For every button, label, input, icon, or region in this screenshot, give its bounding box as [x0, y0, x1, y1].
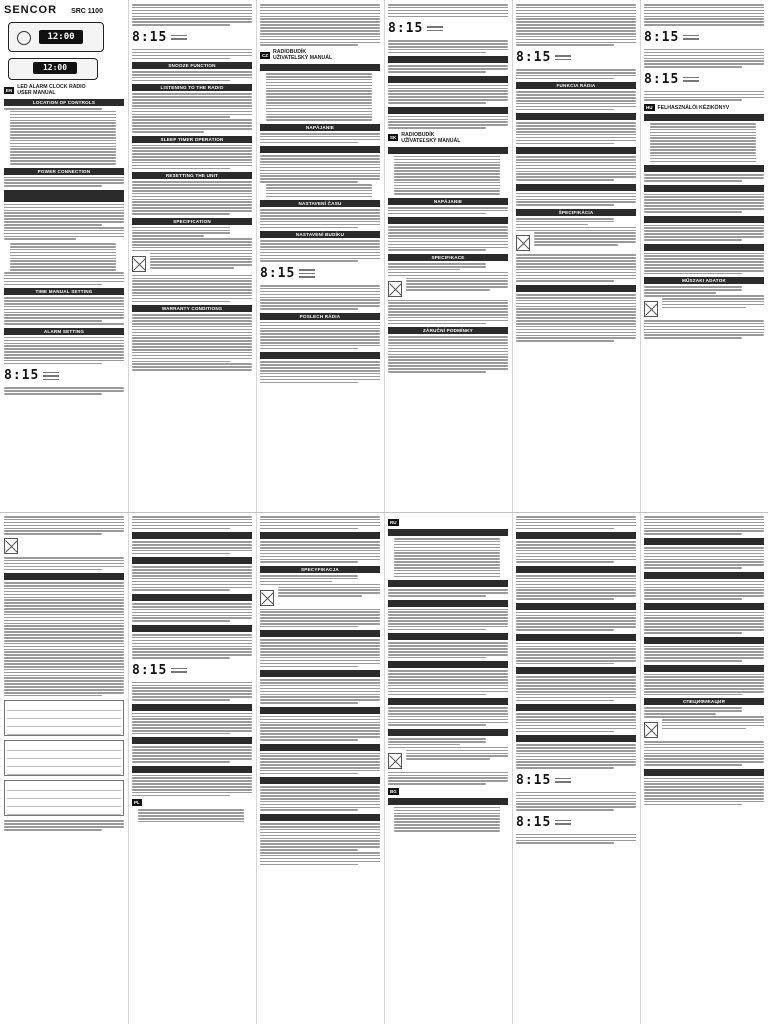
- section-heading: [516, 603, 636, 610]
- language-code: PL: [134, 800, 140, 806]
- column-4-top: [388, 4, 508, 510]
- language-code: BG: [390, 788, 397, 794]
- lcd-digits: 8:15: [516, 814, 552, 830]
- section-heading: [516, 634, 636, 641]
- section-heading: [644, 603, 764, 610]
- section-heading: NAPÁJANIE: [260, 124, 380, 131]
- language-header: [4, 84, 124, 96]
- section-heading: [644, 185, 764, 192]
- section-heading: [388, 76, 508, 83]
- section-heading: [388, 600, 508, 607]
- section-heading: [260, 744, 380, 751]
- section-heading: [516, 184, 636, 191]
- section-heading: MŰSZAKI ADATOK: [644, 277, 764, 284]
- column-3-top: [260, 4, 380, 510]
- weee-bin-icon: [260, 590, 274, 606]
- section-heading: [260, 707, 380, 714]
- section-heading: [388, 798, 508, 805]
- section-heading: [132, 766, 252, 773]
- section-heading: NASTAVENÍ BUDÍKU: [260, 231, 380, 238]
- clock-radio-top-view: [8, 58, 98, 80]
- section-heading: [132, 557, 252, 564]
- section-heading: [388, 529, 508, 536]
- section-heading: [644, 637, 764, 644]
- clock-display: 12:00: [39, 30, 83, 44]
- section-heading: [516, 285, 636, 292]
- section-heading: [644, 538, 764, 545]
- section-heading: NASTAVENÍ ČASU: [260, 200, 380, 207]
- model-number: SRC 1100: [71, 8, 103, 15]
- section-heading: SPECIFICATION: [132, 218, 252, 225]
- warranty-form: [4, 700, 124, 736]
- section-heading: NAPÁJANIE: [388, 198, 508, 205]
- alarm-lcd-figure: [516, 815, 636, 830]
- language-code: RU: [390, 520, 397, 525]
- section-heading: [516, 735, 636, 742]
- language-code: CZ: [262, 52, 268, 58]
- weee-bin-icon: [132, 256, 146, 272]
- section-heading: [260, 630, 380, 637]
- section-heading: [644, 216, 764, 223]
- weee-bin-icon: [516, 235, 530, 251]
- lcd-digits: 8:15: [644, 71, 680, 87]
- section-heading: ŠPECIFIKÁCIA: [516, 209, 636, 216]
- weee-bin-icon: [4, 538, 18, 554]
- section-heading: СПЕЦИФИКАЦИЯ: [644, 698, 764, 705]
- section-heading: ALARM SETTING: [4, 328, 124, 335]
- section-heading: SLEEP TIMER OPERATION: [132, 136, 252, 143]
- section-heading: [132, 594, 252, 601]
- clock-display: 12:00: [33, 62, 77, 74]
- fold-line: [0, 512, 768, 513]
- alarm-lcd-figure: [132, 663, 252, 678]
- section-heading: [260, 64, 380, 71]
- manual-title: USER MANUAL: [17, 90, 56, 96]
- section-heading: [644, 165, 764, 172]
- section-heading: [132, 625, 252, 632]
- alarm-lcd-figure: [132, 30, 252, 45]
- language-code: SK: [390, 135, 397, 141]
- section-heading: RESETTING THE UNIT: [132, 172, 252, 179]
- section-heading: TIME MANUAL SETTING: [4, 288, 124, 295]
- lcd-digits: 8:15: [516, 50, 552, 66]
- product-title: RADIOBUDÍK: [273, 49, 307, 56]
- section-heading: [388, 580, 508, 587]
- section-heading: ZÁRUČNÍ PODMÍNKY: [388, 327, 508, 334]
- section-heading: WARRANTY CONDITIONS: [132, 305, 252, 312]
- section-heading: SNOOZE FUNCTION: [132, 62, 252, 69]
- speaker-grille: [17, 31, 31, 45]
- language-code: EN: [6, 87, 13, 93]
- language-header: [132, 799, 252, 806]
- language-header: [388, 132, 508, 144]
- lcd-digits: 8:15: [260, 266, 296, 281]
- section-heading: [260, 146, 380, 153]
- column-2-top: [132, 4, 252, 510]
- section-heading: POSLECH RÁDIA: [260, 313, 380, 320]
- section-heading: [388, 147, 508, 154]
- section-heading: [132, 704, 252, 711]
- warranty-form: [4, 740, 124, 776]
- alarm-lcd-figure: [644, 30, 764, 45]
- lcd-digits: 8:15: [516, 772, 552, 788]
- section-heading: [388, 729, 508, 736]
- language-header: [388, 519, 508, 526]
- section-heading: LOCATION OF CONTROLS: [4, 99, 124, 106]
- section-heading: [388, 107, 508, 114]
- language-header: [644, 104, 764, 111]
- weee-bin-icon: [644, 301, 658, 317]
- section-heading: [260, 777, 380, 784]
- section-heading: [388, 217, 508, 224]
- lcd-digits: 8:15: [4, 368, 40, 384]
- section-heading: [644, 665, 764, 672]
- section-heading: [132, 737, 252, 744]
- weee-bin-icon: [388, 281, 402, 297]
- section-heading: [260, 670, 380, 677]
- column-6-bottom: [644, 516, 764, 1020]
- section-heading: [516, 566, 636, 573]
- alarm-lcd-figure: [260, 266, 380, 281]
- column-3-bottom: [260, 516, 380, 1020]
- section-heading: [4, 190, 124, 202]
- manual-title: FELHASZNÁLÓI KÉZIKÖNYV: [657, 104, 730, 111]
- section-heading: [4, 573, 124, 580]
- lcd-digits: 8:15: [388, 21, 424, 37]
- lcd-digits: 8:15: [132, 29, 168, 45]
- product-title: RADIOBUDÍK: [401, 131, 435, 138]
- alarm-lcd-figure: [516, 50, 636, 65]
- column-5-top: [516, 4, 636, 510]
- column-4-bottom: [388, 516, 508, 1020]
- section-heading: [388, 56, 508, 63]
- section-heading: [388, 633, 508, 640]
- section-heading: [132, 532, 252, 539]
- section-heading: [516, 532, 636, 539]
- section-heading: LISTENING TO THE RADIO: [132, 84, 252, 91]
- brand-logo: SENCOR: [4, 4, 58, 16]
- language-header: [388, 788, 508, 795]
- product-title: LED ALARM CLOCK RADIO: [17, 84, 86, 90]
- section-heading: [644, 769, 764, 776]
- section-heading: [516, 147, 636, 154]
- section-heading: [388, 661, 508, 668]
- alarm-lcd-figure: [388, 21, 508, 36]
- language-header: [260, 49, 380, 61]
- lcd-digits: 8:15: [132, 662, 168, 678]
- section-heading: [516, 667, 636, 674]
- section-heading: [260, 814, 380, 821]
- alarm-lcd-figure: [644, 72, 764, 87]
- weee-bin-icon: [388, 753, 402, 769]
- alarm-lcd-figure: [516, 773, 636, 788]
- section-heading: FUNKCIA RÁDIA: [516, 82, 636, 89]
- language-code: HU: [646, 105, 653, 111]
- section-heading: [644, 114, 764, 121]
- section-heading: SPECYFIKACJA: [260, 566, 380, 573]
- clock-radio-illustration: [8, 22, 104, 52]
- warranty-form: [4, 780, 124, 816]
- weee-bin-icon: [644, 722, 658, 738]
- manual-title: UŽIVATELSKÝ MANUÁL: [273, 55, 333, 62]
- column-2-bottom: [132, 516, 252, 1020]
- section-heading: POWER CONNECTION: [4, 168, 124, 175]
- column-6-top: [644, 4, 764, 510]
- section-heading: [516, 113, 636, 120]
- lcd-digits: 8:15: [644, 29, 680, 45]
- column-1-bottom: [4, 516, 124, 1020]
- section-heading: [388, 698, 508, 705]
- alarm-lcd-figure: [4, 368, 124, 383]
- section-heading: [516, 704, 636, 711]
- section-heading: [644, 244, 764, 251]
- section-heading: [644, 572, 764, 579]
- manual-title: UŽÍVATEĽSKÝ MANUÁL: [401, 137, 461, 144]
- column-5-bottom: [516, 516, 636, 1020]
- section-heading: [260, 352, 380, 359]
- column-1-top: [4, 4, 124, 510]
- section-heading: [260, 532, 380, 539]
- section-heading: SPECIFIKACE: [388, 254, 508, 261]
